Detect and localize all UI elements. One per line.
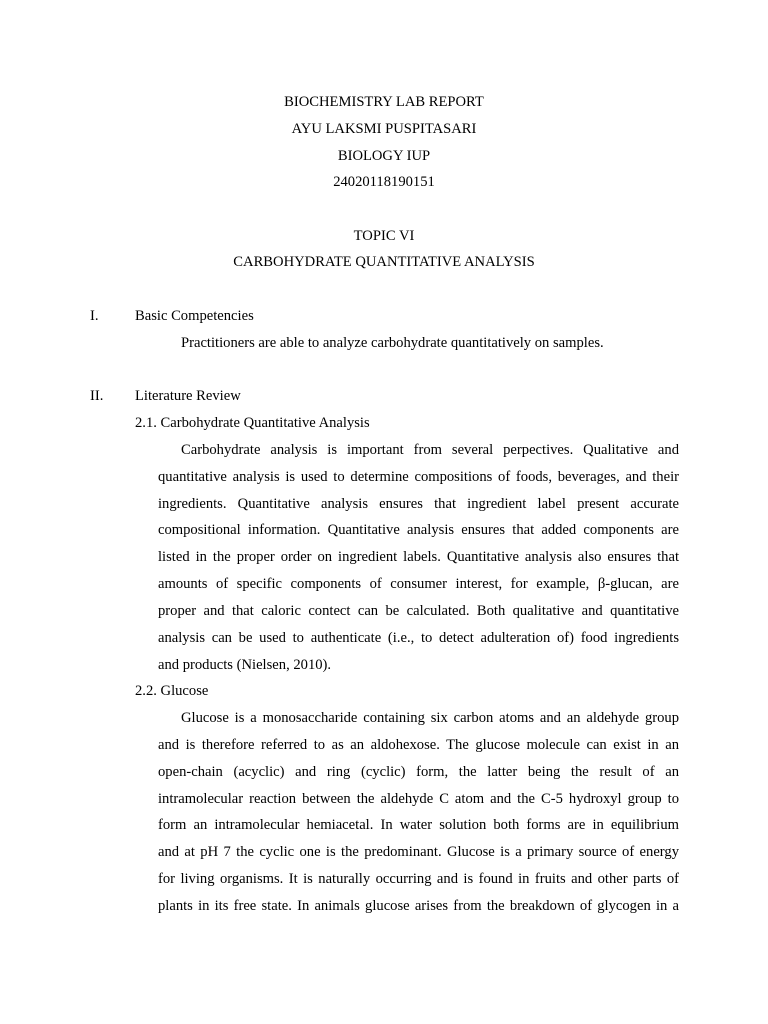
author-name: AYU LAKSMI PUSPITASARI — [291, 121, 477, 137]
program-name: BIOLOGY IUP — [337, 148, 431, 164]
paragraph-line: intramolecular reaction between the aldehyde C atom and the C-5 hydroxyl group to — [158, 791, 679, 807]
paragraph-line: Carbohydrate analysis is important from several perpectives. Qualitative and — [181, 442, 679, 458]
paragraph-line: ingredients. Quantitative analysis ensures that ingredient label present accurate — [158, 496, 679, 512]
student-id: 24020118190151 — [333, 174, 435, 190]
paragraph-line: and at pH 7 the cyclic one is the predominant. Glucose is a primary source of energy — [158, 844, 679, 860]
report-title: BIOCHEMISTRY LAB REPORT — [284, 94, 484, 110]
section-heading: Basic Competencies — [135, 308, 254, 324]
topic-number: TOPIC VI — [353, 228, 415, 244]
section-number: II. — [90, 388, 104, 404]
paragraph-line: amounts of specific components of consumer interest, for example, β-glucan, are — [158, 576, 679, 592]
paragraph-line: compositional information. Quantitative analysis ensures that added components are — [158, 522, 679, 538]
paragraph-line: open-chain (acyclic) and ring (cyclic) form, the latter being the result of an — [158, 764, 679, 780]
paragraph-line: listed in the proper order on ingredient labels. Quantitative analysis also ensures that — [158, 549, 679, 565]
paragraph-line: analysis can be used to authenticate (i.e., to detect adulteration of) food ingredients — [158, 630, 679, 646]
subsection-heading: 2.1. Carbohydrate Quantitative Analysis — [135, 415, 370, 431]
paragraph-line: form an intramolecular hemiacetal. In water solution both forms are in equilibrium — [158, 817, 679, 833]
paragraph-line: and products (Nielsen, 2010). — [158, 657, 332, 673]
topic-title: CARBOHYDRATE QUANTITATIVE ANALYSIS — [233, 254, 535, 270]
paragraph-line: quantitative analysis is used to determine compositions of foods, beverages, and their — [158, 469, 679, 485]
section-heading: Literature Review — [135, 388, 241, 404]
paragraph-line: for living organisms. It is naturally occurring and is found in fruits and other parts of — [158, 871, 679, 887]
subsection-heading: 2.2. Glucose — [135, 683, 209, 699]
section-body: Practitioners are able to analyze carbohydrate quantitatively on samples. — [181, 335, 604, 351]
paragraph-line: Glucose is a monosaccharide containing six carbon atoms and an aldehyde group — [181, 710, 679, 726]
paragraph-line: proper and that caloric contect can be calculated. Both qualitative and quantitative — [158, 603, 679, 619]
paragraph-line: and is therefore referred to as an aldohexose. The glucose molecule can exist in an — [158, 737, 679, 753]
section-number: I. — [90, 308, 99, 324]
paragraph-line: plants in its free state. In animals glucose arises from the breakdown of glycogen in a — [158, 898, 679, 914]
